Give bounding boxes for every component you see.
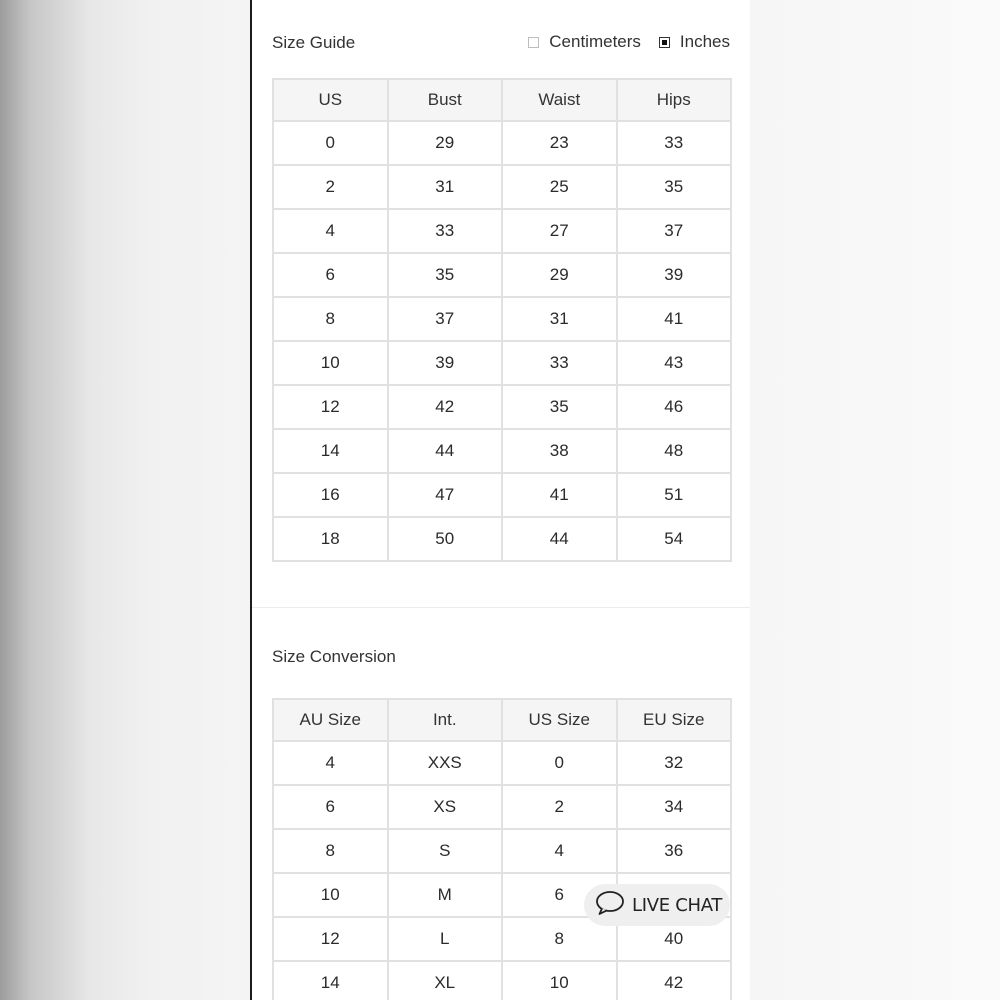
table-cell: 2: [273, 165, 388, 209]
table-cell: 0: [502, 741, 617, 785]
table-row: [273, 121, 731, 165]
column-header: Hips: [617, 79, 732, 121]
table-row: [273, 785, 731, 829]
column-header: Bust: [388, 79, 503, 121]
column-header: AU Size: [273, 699, 388, 741]
table-cell: 50: [388, 517, 503, 561]
size-guide-table: [272, 78, 732, 562]
table-row: [273, 473, 731, 517]
table-cell: 39: [617, 253, 732, 297]
table-cell: 6: [273, 785, 388, 829]
table-cell: 10: [273, 341, 388, 385]
table-cell: 33: [502, 341, 617, 385]
table-cell: 46: [617, 385, 732, 429]
table-cell: 42: [617, 961, 732, 1000]
table-cell: 34: [617, 785, 732, 829]
column-header: EU Size: [617, 699, 732, 741]
inches-label: Inches: [679, 32, 730, 51]
table-cell: 44: [388, 429, 503, 473]
chat-bubble-icon: [595, 890, 632, 921]
table-cell: 48: [617, 429, 732, 473]
table-row: [273, 517, 731, 561]
table-header-row: [273, 699, 731, 741]
table-row: [273, 961, 731, 1000]
table-row: [273, 385, 731, 429]
table-cell: 35: [617, 165, 732, 209]
centimeters-label: Centimeters: [549, 32, 641, 51]
table-cell: 6: [502, 873, 617, 917]
table-cell: 2: [502, 785, 617, 829]
table-cell: 35: [388, 253, 503, 297]
table-cell: 4: [502, 829, 617, 873]
column-header: Int.: [388, 699, 503, 741]
table-cell: XXS: [388, 741, 503, 785]
size-guide-title: Size Guide: [272, 33, 356, 52]
size-conversion-table: [272, 698, 732, 1000]
table-cell: 31: [388, 165, 503, 209]
table-cell: 47: [388, 473, 503, 517]
table-cell: 37: [617, 209, 732, 253]
table-cell: 12: [273, 385, 388, 429]
table-cell: 14: [273, 961, 388, 1000]
live-chat-button[interactable]: [584, 884, 730, 926]
table-cell: 44: [502, 517, 617, 561]
table-cell: 16: [273, 473, 388, 517]
table-cell: 38: [502, 429, 617, 473]
unit-toggle: [528, 32, 730, 52]
table-cell: 42: [388, 385, 503, 429]
table-cell: 43: [617, 341, 732, 385]
table-cell: 6: [273, 253, 388, 297]
column-header: US Size: [502, 699, 617, 741]
table-cell: 39: [388, 341, 503, 385]
table-cell: 23: [502, 121, 617, 165]
table-row: [273, 165, 731, 209]
table-cell: 36: [617, 829, 732, 873]
table-cell: S: [388, 829, 503, 873]
table-cell: 33: [617, 121, 732, 165]
table-cell: 14: [273, 429, 388, 473]
table-cell: 29: [502, 253, 617, 297]
section-divider: [252, 607, 750, 608]
table-cell: 4: [273, 741, 388, 785]
centimeters-checkbox[interactable]: [528, 37, 539, 48]
size-guide-panel: [250, 0, 750, 1000]
table-row: [273, 253, 731, 297]
table-cell: 10: [273, 873, 388, 917]
table-cell: 35: [502, 385, 617, 429]
table-cell: 41: [502, 473, 617, 517]
table-cell: 41: [617, 297, 732, 341]
live-chat-label: LIVE CHAT: [632, 894, 723, 916]
table-cell: 54: [617, 517, 732, 561]
table-cell: M: [388, 873, 503, 917]
table-row: [273, 429, 731, 473]
column-header: US: [273, 79, 388, 121]
table-cell: 12: [273, 917, 388, 961]
table-cell: 33: [388, 209, 503, 253]
table-cell: 25: [502, 165, 617, 209]
table-cell: 31: [502, 297, 617, 341]
table-cell: 27: [502, 209, 617, 253]
table-cell: XS: [388, 785, 503, 829]
unit-option-inches[interactable]: [659, 32, 730, 52]
size-conversion-title: Size Conversion: [272, 647, 396, 666]
table-cell: 8: [273, 829, 388, 873]
table-cell: 37: [388, 297, 503, 341]
table-row: [273, 741, 731, 785]
unit-option-centimeters[interactable]: [528, 32, 641, 52]
table-cell: 32: [617, 741, 732, 785]
inches-checkbox[interactable]: [659, 37, 670, 48]
table-cell: XL: [388, 961, 503, 1000]
table-header-row: [273, 79, 731, 121]
table-row: [273, 829, 731, 873]
table-cell: 29: [388, 121, 503, 165]
table-cell: 51: [617, 473, 732, 517]
table-row: [273, 297, 731, 341]
table-cell: 18: [273, 517, 388, 561]
table-cell: 10: [502, 961, 617, 1000]
table-row: [273, 341, 731, 385]
table-row: [273, 209, 731, 253]
table-cell: 0: [273, 121, 388, 165]
column-header: Waist: [502, 79, 617, 121]
table-cell: 8: [502, 917, 617, 961]
table-cell: 8: [273, 297, 388, 341]
table-cell: 40: [617, 917, 732, 961]
table-cell: L: [388, 917, 503, 961]
table-cell: 4: [273, 209, 388, 253]
